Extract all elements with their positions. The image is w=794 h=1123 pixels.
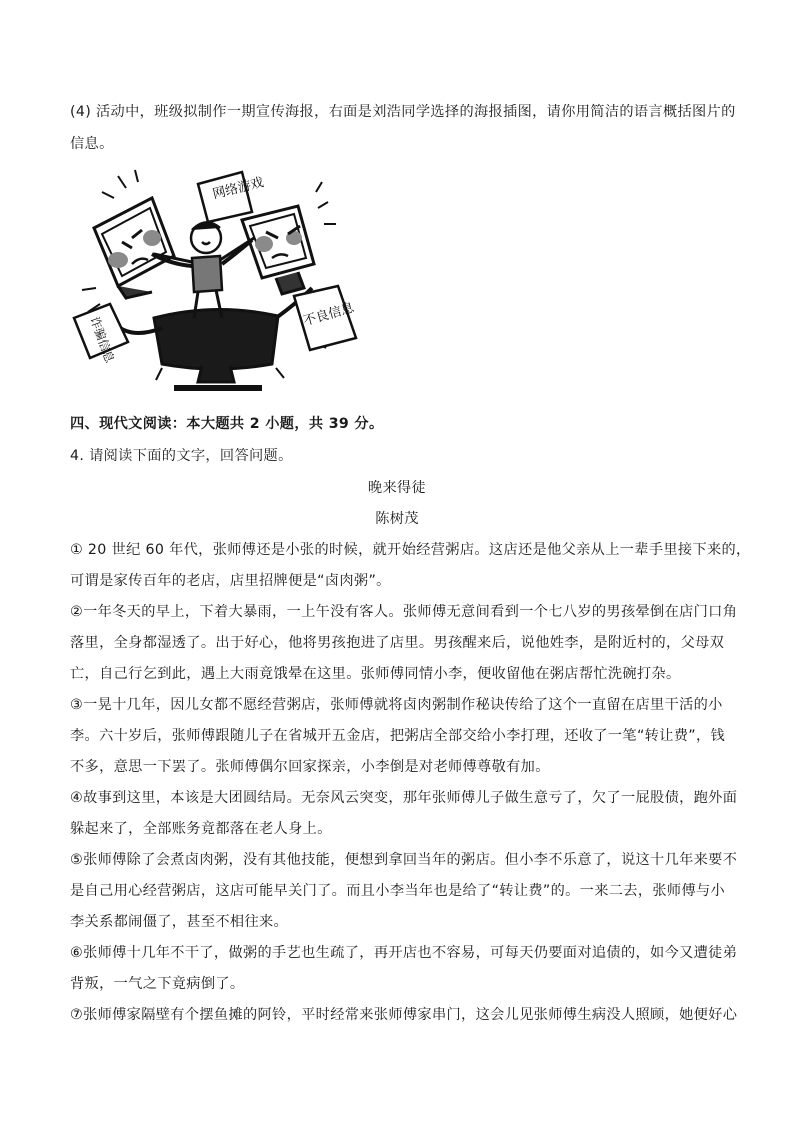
- article-line: ④故事到这里，本该是大团圆结局。无奈风云突变，那年张师傅儿子做生意亏了，欠了一屁股债，跑外面: [70, 790, 738, 806]
- article-line: 李。六十岁后，张师傅跟随儿子在省城开五金店，把粥店全部交给小李打理，还收了一笔“转让费”，钱: [70, 728, 726, 744]
- section-heading: 四、现代文阅读：本大题共 2 小题，共 39 分。: [70, 416, 384, 432]
- article-line: 躲起来了，全部账务竟都落在老人身上。: [70, 821, 332, 837]
- question-4-text-line-1: (4) 活动中，班级拟制作一期宣传海报，右面是刘浩同学选择的海报插图，请你用简洁的语言概括图片的: [70, 104, 736, 120]
- right-monitor: [242, 206, 314, 294]
- article-author: 陈树茂: [375, 511, 419, 527]
- left-monitor: [94, 198, 174, 298]
- article-line: 李关系都闹僵了，甚至不相往来。: [70, 914, 289, 930]
- sign-left-text: 诈骗信息: [87, 314, 117, 365]
- sign-fraud-info: [74, 304, 128, 366]
- question-4-text-line-2: 信息。: [70, 136, 114, 152]
- article-line: 背叛，一气之下竟病倒了。: [70, 976, 245, 992]
- article-line: ⑤张师傅除了会煮卤肉粥，没有其他技能，便想到拿回当年的粥店。但小李不乐意了，说这十几年来要不: [70, 852, 738, 868]
- article-title: 晚来得徒: [367, 480, 427, 496]
- article-line: ① 20 世纪 60 年代，张师傅还是小张的时候，就开始经营粥店。这店还是他父亲从上一辈手里接下来的，: [70, 542, 751, 558]
- poster-illustration: [66, 168, 372, 396]
- section-instruction: 4. 请阅读下面的文字，回答问题。: [70, 448, 293, 464]
- article-line: ③一晃十几年，因儿女都不愿经营粥店，张师傅就将卤肉粥制作秘诀传给了这个一直留在店里干活的小: [70, 697, 723, 713]
- article-line: 不多，意思一下罢了。张师傅偶尔回家探亲，小李倒是对老师傅尊敬有加。: [70, 759, 550, 775]
- article-line: ②一年冬天的早上，下着大暴雨，一上午没有客人。张师傅无意间看到一个七八岁的男孩晕倒在店门口角: [70, 604, 738, 620]
- article-line: 可谓是家传百年的老店，店里招牌便是“卤肉粥”。: [70, 573, 391, 589]
- sign-bad-info: [294, 286, 357, 350]
- boy-figure: [154, 222, 254, 318]
- article-line: 亡，自己行乞到此，遇上大雨竟饿晕在这里。张师傅同情小李，便收留他在粥店帮忙洗碗打杂。: [70, 666, 681, 682]
- article-line: 是自己用心经营粥店，这店可能早关门了。而且小李当年也是给了“转让费”的。一来二去，张师傅与小: [70, 883, 726, 899]
- sign-top-text: 网络游戏: [211, 175, 266, 203]
- article-line: ⑦张师傅家隔壁有个摆鱼摊的阿铃，平时经常来张师傅家串门，这会儿见张师傅生病没人照顾，她便好心: [70, 1007, 738, 1023]
- article-line: ⑥张师傅十几年不干了，做粥的手艺也生疏了，再开店也不容易，可每天仍要面对追债的，如今又遭徒弟: [70, 945, 738, 961]
- sign-right-text: 不良信息: [301, 300, 356, 330]
- article-line: 落里，全身都湿透了。出于好心，他将男孩抱进了店里。男孩醒来后，说他姓李，是附近村的，父母双: [70, 635, 725, 651]
- sign-online-games: [198, 172, 265, 222]
- bottom-monitor: [154, 309, 278, 388]
